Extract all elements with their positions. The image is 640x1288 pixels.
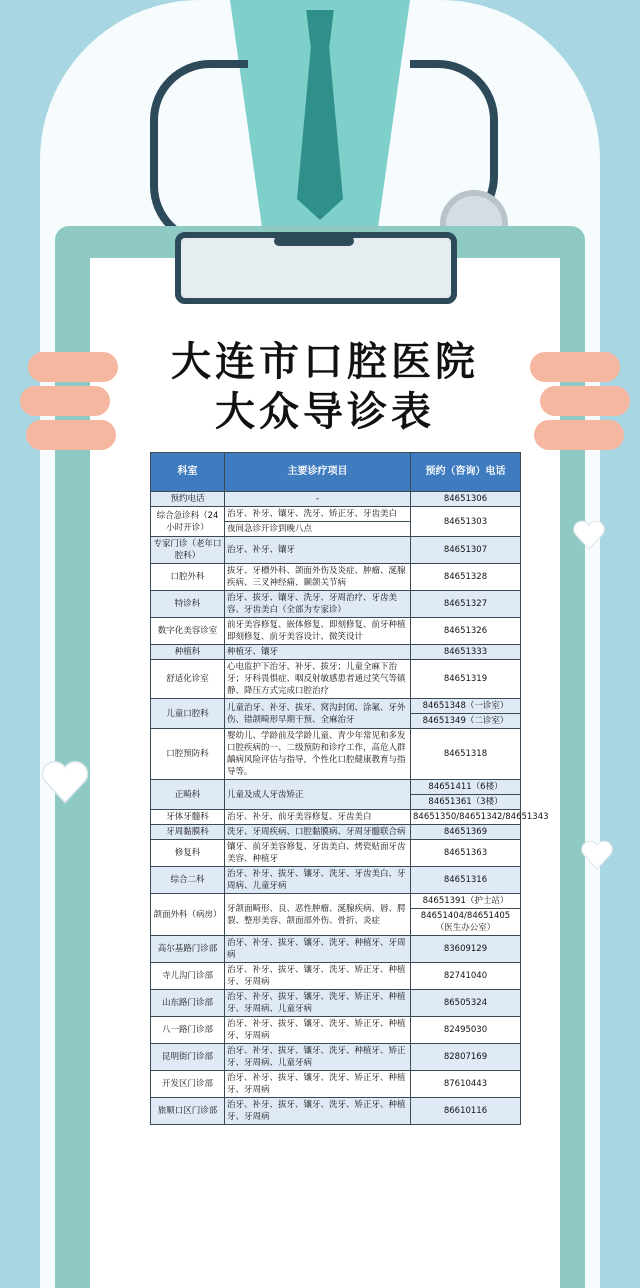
dept-cell: 旅顺口区门诊部 [151,1098,225,1125]
phone-cell: 84651404/84651405（医生办公室） [411,909,521,936]
items-cell: 治牙、补牙、拔牙、镶牙、洗牙、矫正牙、种植牙、牙周病、儿童牙病 [225,990,411,1017]
phone-cell: 84651363 [411,840,521,867]
dept-cell: 开发区门诊部 [151,1071,225,1098]
heart-icon [580,840,614,870]
phone-cell: 84651333 [411,645,521,660]
phone-cell: 82495030 [411,1017,521,1044]
dept-cell: 口腔外科 [151,564,225,591]
phone-cell: 84651327 [411,591,521,618]
items-cell: 洗牙、牙周疾病、口腔黏膜病、牙周牙髓联合病 [225,825,411,840]
phone-cell: 82807169 [411,1044,521,1071]
dept-cell: 牙体牙髓科 [151,810,225,825]
items-cell: 夜间急诊开诊到晚八点 [225,522,411,537]
phone-cell: 84651349（二诊室） [411,714,521,729]
items-cell: 治牙、补牙、前牙美容修复、牙齿美白 [225,810,411,825]
table-row [151,780,521,795]
table-row [151,1017,521,1044]
dept-cell: 预约电话 [151,492,225,507]
dept-cell: 种植科 [151,645,225,660]
phone-cell: 82741040 [411,963,521,990]
dept-cell: 正畸科 [151,780,225,810]
header-items: 主要诊疗项目 [225,453,411,492]
items-cell: 治牙、补牙、拔牙、镶牙、洗牙、矫正牙、种植牙、牙周病 [225,1017,411,1044]
header-dept: 科室 [151,453,225,492]
dept-cell: 舒适化诊室 [151,660,225,699]
items-cell: 拔牙、牙槽外科、颌面外伤及炎症、肿瘤、涎腺疾病、三叉神经痛、颞颌关节病 [225,564,411,591]
dept-cell: 综合二科 [151,867,225,894]
guide-table [150,452,549,1125]
items-cell: 治牙、补牙、拔牙、镶牙、洗牙、矫正牙、种植牙、牙周病 [225,963,411,990]
phone-cell: 84651307 [411,537,521,564]
table-row [151,699,521,714]
dept-cell: 牙周黏膜科 [151,825,225,840]
page-subtitle: 大众导诊表 [215,388,435,435]
phone-cell: 84651391（护士站） [411,894,521,909]
table-row [151,645,521,660]
table-row [151,840,521,867]
dept-cell: 专家门诊（老年口腔科） [151,537,225,564]
page-title: 大连市口腔医院 [171,338,479,385]
dept-cell: 儿童口腔科 [151,699,225,729]
dept-cell: 颌面外科（病房） [151,894,225,936]
clipboard-clip-handle [274,236,354,246]
table-row [151,1098,521,1125]
dept-cell: 昆明街门诊部 [151,1044,225,1071]
table-row [151,990,521,1017]
items-cell: 治牙、补牙、拔牙、镶牙、洗牙、种植牙、牙周病 [225,936,411,963]
table-row [151,810,521,825]
phone-cell: 84651326 [411,618,521,645]
items-cell: 治牙、补牙、镶牙 [225,537,411,564]
items-cell: - [225,492,411,507]
stethoscope [150,60,248,246]
items-cell: 治牙、补牙、镶牙、洗牙、矫正牙、牙齿美白 [225,507,411,522]
table-row [151,1044,521,1071]
phone-cell: 86610116 [411,1098,521,1125]
items-cell: 牙颌面畸形、良、恶性肿瘤、涎腺疾病、唇、腭裂、整形美容、颌面部外伤、骨折、炎症 [225,894,411,936]
table-row [151,660,521,699]
phone-cell: 84651411（6楼） [411,780,521,795]
items-cell: 儿童及成人牙齿矫正 [225,780,411,810]
table-row [151,729,521,780]
dept-cell: 八一路门诊部 [151,1017,225,1044]
dept-cell: 山东路门诊部 [151,990,225,1017]
heart-icon [40,760,90,804]
items-cell: 种植牙、镶牙 [225,645,411,660]
dept-cell: 寺儿沟门诊部 [151,963,225,990]
table-row [151,591,521,618]
items-cell: 儿童治牙、补牙、拔牙、窝沟封闭、涂氟、牙外伤、错颌畸形早期干预、全麻治牙 [225,699,411,729]
table-row [151,963,521,990]
table-row [151,936,521,963]
phone-cell: 84651369 [411,825,521,840]
items-cell: 前牙美容修复、嵌体修复、即刻修复、前牙种植即刻修复、前牙美容设计、微笑设计 [225,618,411,645]
phone-cell: 84651306 [411,492,521,507]
phone-cell: 84651361（3楼） [411,795,521,810]
table-row [151,825,521,840]
items-cell: 治牙、补牙、拔牙、镶牙、洗牙、矫正牙、种植牙、牙周病 [225,1098,411,1125]
table-row [151,894,521,909]
dept-cell: 综合急诊科（24小时开诊） [151,507,225,537]
table-body [151,492,549,1125]
items-cell: 心电监护下治牙、补牙、拔牙；儿童全麻下治牙；牙科畏惧症、咽反射敏感患者通过笑气等镇静、降压方式完成口腔治疗 [225,660,411,699]
table-row [151,1071,521,1098]
table-row [151,564,521,591]
items-cell: 治牙、补牙、拔牙、镶牙、洗牙、矫正牙、种植牙、牙周病 [225,1071,411,1098]
dept-cell: 高尔基路门诊部 [151,936,225,963]
items-cell: 治牙、补牙、拔牙、镶牙、洗牙、牙齿美白、牙周病、儿童牙病 [225,867,411,894]
heart-icon [572,520,606,550]
items-cell: 镶牙、前牙美容修复、牙齿美白、烤瓷贴面牙齿美容、种植牙 [225,840,411,867]
phone-cell: 86505324 [411,990,521,1017]
items-cell: 婴幼儿、学龄前及学龄儿童、青少年常见和多发口腔疾病的一、二级预防和诊疗工作，高危人群龋病风险评估与指导，个性化口腔健康教育与指导等。 [225,729,411,780]
phone-cell: 87610443 [411,1071,521,1098]
table-row [151,507,521,522]
phone-cell: 84651328 [411,564,521,591]
phone-cell: 84651318 [411,729,521,780]
phone-cell: 84651316 [411,867,521,894]
items-cell: 治牙、补牙、拔牙、镶牙、洗牙、种植牙、矫正牙、牙周病、儿童牙病 [225,1044,411,1071]
phone-cell: 84651319 [411,660,521,699]
phone-cell: 84651350/84651342/84651343 [411,810,521,825]
header-phone: 预约（咨询）电话 [411,453,521,492]
table-row [151,537,521,564]
items-cell: 治牙、拔牙、镶牙、洗牙、牙周治疗、牙齿美容、牙齿美白（全部为专家诊） [225,591,411,618]
dept-cell: 特诊科 [151,591,225,618]
dept-cell: 修复科 [151,840,225,867]
table-row [151,492,521,507]
phone-cell: 83609129 [411,936,521,963]
phone-cell: 84651348（一诊室） [411,699,521,714]
phone-cell: 84651303 [411,507,521,537]
dept-cell: 数字化美容诊室 [151,618,225,645]
dept-cell: 口腔预防科 [151,729,225,780]
table-row [151,618,521,645]
table-row [151,867,521,894]
